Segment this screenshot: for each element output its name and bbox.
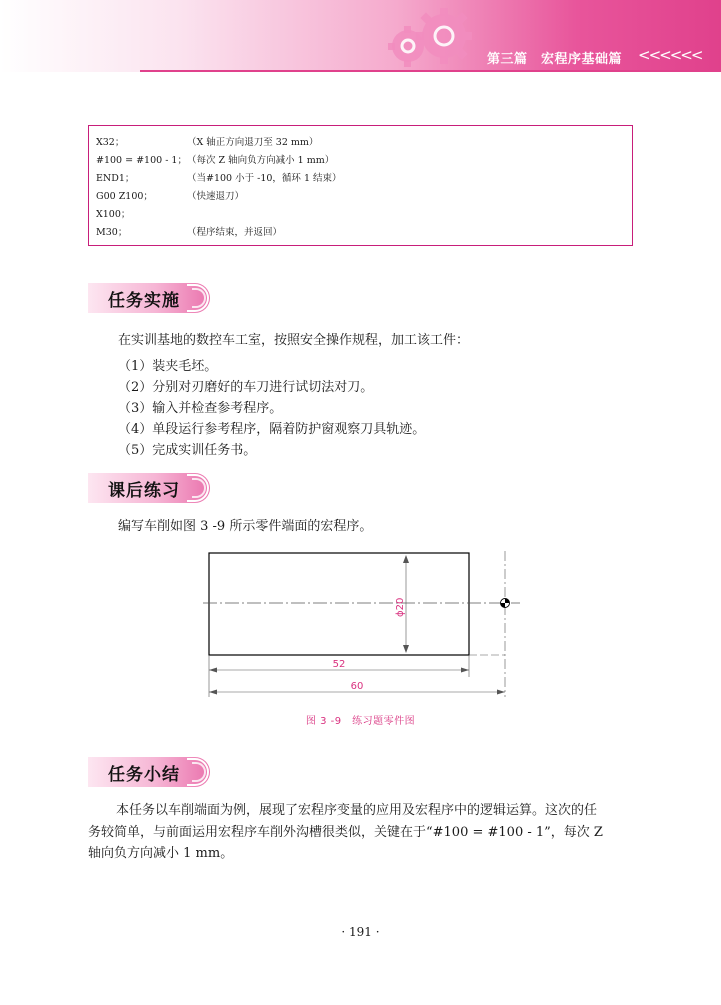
code-comment: （X 轴正方向退刀至 32 mm） bbox=[187, 137, 319, 148]
page-header bbox=[0, 0, 721, 72]
task-step: （3）输入并检查参考程序。 bbox=[118, 401, 283, 416]
code-comment: （程序结束，并返回） bbox=[187, 227, 283, 238]
section-title: 任务实施 bbox=[108, 291, 180, 311]
part-drawing bbox=[195, 545, 535, 705]
code-line bbox=[89, 224, 632, 242]
workpiece-origin-icon bbox=[501, 599, 510, 608]
code-line bbox=[89, 206, 632, 224]
code-command: M30； bbox=[96, 227, 128, 238]
code-command: X100； bbox=[96, 209, 131, 220]
dim-diameter-label: ϕ20 bbox=[395, 597, 406, 617]
summary-paragraph bbox=[88, 800, 633, 865]
code-comment: （每次 Z 轴向负方向减小 1 mm） bbox=[187, 155, 335, 166]
code-comment: （当#100 小于 -10，循环 1 结束） bbox=[187, 173, 342, 184]
summary-line: 本任务以车削端面为例，展现了宏程序变量的应用及宏程序中的逻辑运算。这次的任 bbox=[116, 803, 598, 818]
code-listing-box bbox=[88, 125, 633, 246]
header-chevrons: <<<<<< bbox=[638, 46, 702, 64]
code-command: #100 = #100 - 1； bbox=[96, 155, 187, 166]
code-line bbox=[89, 152, 632, 170]
code-comment: （快速退刀） bbox=[187, 191, 245, 202]
exercise-text: 编写车削如图 3 -9 所示零件端面的宏程序。 bbox=[118, 519, 373, 534]
task-step: （4）单段运行参考程序，隔着防护窗观察刀具轨迹。 bbox=[118, 422, 426, 437]
task-intro: 在实训基地的数控车工室，按照安全操作规程，加工该工件： bbox=[118, 333, 470, 348]
code-command: X32； bbox=[96, 137, 125, 148]
dim-60-label: 60 bbox=[350, 681, 364, 692]
figure-caption: 图 3 -9 练习题零件图 bbox=[305, 716, 416, 727]
task-step: （5）完成实训任务书。 bbox=[118, 443, 257, 458]
code-command: G00 Z100； bbox=[96, 191, 153, 202]
task-step: （2）分别对刃磨好的车刀进行试切法对刀。 bbox=[118, 380, 374, 395]
summary-line: 轴向负方向减小 1 mm。 bbox=[88, 846, 234, 861]
code-line bbox=[89, 188, 632, 206]
summary-line: 务较简单，与前面运用宏程序车削外沟槽很类似，关键在于“#100 = #100 - 1”，每次 Z bbox=[88, 824, 603, 840]
section-tab-exercise bbox=[88, 473, 210, 503]
page-number: · 191 · bbox=[341, 925, 380, 939]
code-line bbox=[89, 170, 632, 188]
code-line bbox=[89, 134, 632, 152]
code-command: END1； bbox=[96, 173, 135, 184]
header-rule bbox=[140, 70, 721, 72]
gear-decoration-icon bbox=[372, 6, 482, 70]
section-title: 任务小结 bbox=[108, 765, 180, 785]
section-tab-summary bbox=[88, 757, 210, 787]
task-step: （1）装夹毛坯。 bbox=[118, 359, 218, 374]
part-outline bbox=[209, 553, 469, 655]
section-title: 课后练习 bbox=[108, 481, 180, 501]
dim-52-label: 52 bbox=[332, 659, 346, 670]
header-section-title: 第三篇 宏程序基础篇 bbox=[487, 52, 623, 67]
section-tab-task bbox=[88, 283, 210, 313]
